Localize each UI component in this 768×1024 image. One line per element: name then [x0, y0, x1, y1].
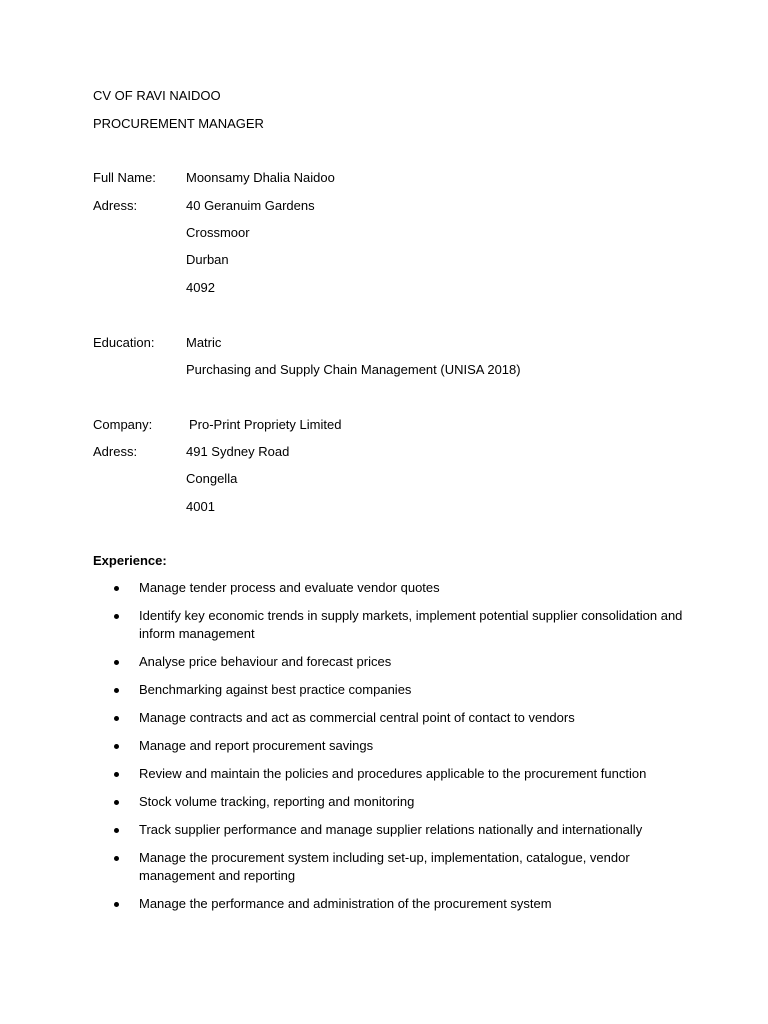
- address-line: Crossmoor: [186, 225, 250, 240]
- bullet-icon: [114, 856, 119, 861]
- list-item: Analyse price behaviour and forecast prices: [139, 654, 392, 669]
- address-line: 4092: [186, 280, 215, 295]
- company-label: Company:: [93, 417, 153, 432]
- cv-title: CV OF RAVI NAIDOO: [93, 88, 221, 103]
- company-address-label: Adress:: [93, 444, 138, 459]
- bullet-icon: [114, 716, 119, 721]
- education-item: Purchasing and Supply Chain Management (UNISA 2018): [186, 362, 521, 377]
- address-line: 40 Geranuim Gardens: [186, 198, 315, 213]
- list-item: Identify key economic trends in supply markets, implement potential supplier consolidation and inform management: [139, 608, 683, 641]
- list-item: Manage the procurement system including set-up, implementation, catalogue, vendor management and reporting: [139, 850, 630, 883]
- list-item: Manage tender process and evaluate vendor quotes: [139, 580, 440, 595]
- bullet-icon: [114, 800, 119, 805]
- full-name-value: Moonsamy Dhalia Naidoo: [186, 170, 335, 185]
- list-item: Stock volume tracking, reporting and monitoring: [139, 794, 415, 809]
- company-address-line: Congella: [186, 471, 238, 486]
- address-label: Adress:: [93, 198, 138, 213]
- bullet-icon: [114, 586, 119, 591]
- bullet-icon: [114, 902, 119, 907]
- cv-subtitle: PROCUREMENT MANAGER: [93, 116, 264, 131]
- list-item: Manage the performance and administration of the procurement system: [139, 896, 552, 911]
- list-item: Track supplier performance and manage supplier relations nationally and internationally: [139, 822, 643, 837]
- company-address-line: 491 Sydney Road: [186, 444, 290, 459]
- education-item: Matric: [186, 335, 222, 350]
- education-label: Education:: [93, 335, 155, 350]
- experience-heading: Experience:: [93, 553, 167, 568]
- list-item: Manage contracts and act as commercial central point of contact to vendors: [139, 710, 575, 725]
- bullet-icon: [114, 828, 119, 833]
- list-item: Benchmarking against best practice companies: [139, 682, 412, 697]
- company-address-line: 4001: [186, 499, 215, 514]
- full-name-label: Full Name:: [93, 170, 156, 185]
- bullet-icon: [114, 660, 119, 665]
- list-item: Review and maintain the policies and procedures applicable to the procurement function: [139, 766, 647, 781]
- address-line: Durban: [186, 252, 229, 267]
- bullet-icon: [114, 688, 119, 693]
- bullet-icon: [114, 614, 119, 619]
- list-item: Manage and report procurement savings: [139, 738, 374, 753]
- bullet-icon: [114, 772, 119, 777]
- company-name: Pro-Print Propriety Limited: [189, 417, 342, 432]
- bullet-icon: [114, 744, 119, 749]
